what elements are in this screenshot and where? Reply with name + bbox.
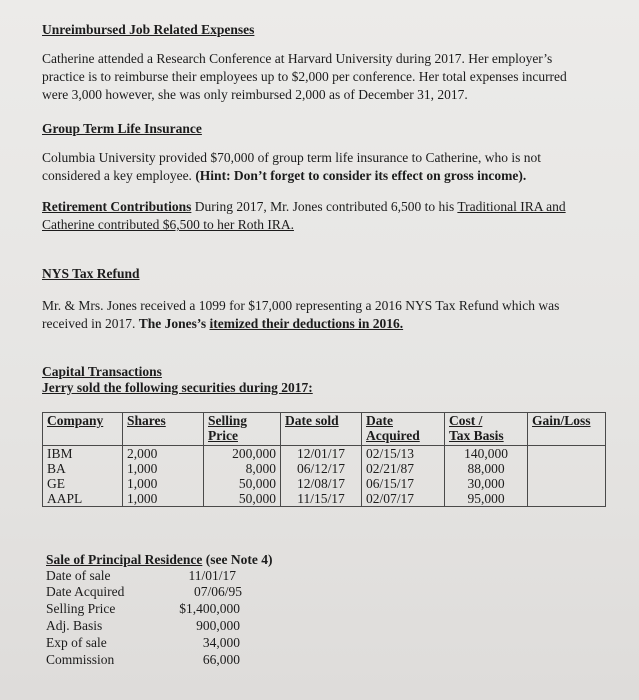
nys-refund-line xyxy=(42,315,559,333)
nys-refund-bold: The Jones’s xyxy=(138,316,210,331)
table-row xyxy=(43,446,606,507)
price-cell: 200,000 8,000 50,000 50,000 xyxy=(204,446,281,507)
col-cost-basis: Cost / Tax Basis xyxy=(445,413,528,446)
shares-cell: 2,000 1,000 1,000 1,000 xyxy=(123,446,204,507)
cost-cell: 140,000 88,000 30,000 95,000 xyxy=(445,446,528,507)
residence-heading-line xyxy=(46,552,272,568)
document-page: Unreimbursed Job Related Expenses Catherine attended a Research Conference at Harvard University during 2017. Her employer’s practice is to reimburse their employees up to $2,000 per conference. Her total expenses incurred were 3,000 however, she was only reimbursed 2,000 as of December 31, 2017. Group Term Life Insurance Columbia University provided $70,000 of group term life insurance to Catherine, who is not considered a key employee. (Hint: Don’t forget to consider its effect on gross income). Retirement Contributions During 2017, Mr. Jones contributed 6,500 to his Traditional IRA and Catherine contributed $6,500 to her Roth IRA. NYS Tax Refund Mr. & Mrs. Jones received a 1099 for $17,000 representing a 2016 NYS Tax Refund which was received in 2017. The Jones’s itemized their deductions in 2016. Capital Transactions Jerry sold the following securities during 2017: Company Shares Selling Price Date sold Date Acquired Cost / Tax Basis Gain/Loss IBM BA GE AAPL 2,000 1,000 1,000 1,000 200,000 8,000 50,000 50,000 12/01/17 06/12/17 12/08/17 11/15/17 02/15/13 02/21/87 06/15/17 02/07/17 140,000 88,000 30,000 95,000 Sale of Principal Residence (see Note 4) Date of sale 11/01/17 Date Acquired 07/06/95 Selling Price $1,400,000 Adj. Basis 900,000 Exp of sale 34,000 Commission 66,000 xyxy=(0,0,639,700)
col-selling-price: Selling Price xyxy=(204,413,281,446)
unreimbursed-paragraph xyxy=(42,50,567,104)
group-term-paragraph xyxy=(42,149,541,185)
col-shares: Shares xyxy=(123,413,204,446)
retirement-paragraph xyxy=(42,198,566,234)
date-acquired-cell: 02/15/13 02/21/87 06/15/17 02/07/17 xyxy=(362,446,445,507)
group-term-text: considered a key employee. xyxy=(42,168,196,183)
unreimbursed-heading: Unreimbursed Job Related Expenses xyxy=(42,22,255,37)
nys-refund-text: received in 2017. xyxy=(42,316,139,331)
col-gain-loss: Gain/Loss xyxy=(528,413,606,446)
col-date-acquired: Date Acquired xyxy=(362,413,445,446)
capital-heading: Capital Transactions xyxy=(42,364,162,379)
group-term-hint: (Hint: Don’t forget to consider its effect on gross income). xyxy=(195,168,527,183)
group-term-line: Columbia University provided $70,000 of group term life insurance to Catherine, who is not xyxy=(42,150,542,165)
gain-loss-cell xyxy=(528,446,606,507)
unreimbursed-line: Catherine attended a Research Conference at Harvard University during 2017. Her employer’s xyxy=(42,51,553,66)
securities-table xyxy=(42,412,606,507)
nys-refund-paragraph xyxy=(42,297,559,333)
residence-note: (see Note 4) xyxy=(202,552,273,567)
company-cell: IBM BA GE AAPL xyxy=(43,446,123,507)
retirement-line-2: Catherine contributed $6,500 to her Roth IRA. xyxy=(42,217,294,232)
col-company: Company xyxy=(43,413,123,446)
group-term-line xyxy=(42,167,541,185)
unreimbursed-line: practice is to reimburse their employees up to $2,000 per conference. Her total expenses incurred xyxy=(42,69,567,84)
col-date-sold: Date sold xyxy=(281,413,362,446)
nys-refund-underlined: itemized their deductions in 2016. xyxy=(209,316,404,331)
date-sold-cell: 12/01/17 06/12/17 12/08/17 11/15/17 xyxy=(281,446,362,507)
residence-heading: Sale of Principal Residence xyxy=(46,552,203,567)
retirement-heading: Retirement Contributions xyxy=(42,199,192,214)
retirement-text: During 2017, Mr. Jones contributed 6,500 to his xyxy=(191,199,458,214)
unreimbursed-line: were 3,000 however, she was only reimbursed 2,000 as of December 31, 2017. xyxy=(42,87,468,102)
nys-refund-heading: NYS Tax Refund xyxy=(42,266,140,281)
nys-refund-line: Mr. & Mrs. Jones received a 1099 for $17,000 representing a 2016 NYS Tax Refund which was xyxy=(42,298,560,313)
retirement-ira-link-text: Traditional IRA and xyxy=(457,199,566,214)
group-term-heading: Group Term Life Insurance xyxy=(42,121,202,136)
table-header-row xyxy=(43,413,606,446)
retirement-line xyxy=(42,198,566,216)
capital-subheading: Jerry sold the following securities during 2017: xyxy=(42,380,313,395)
